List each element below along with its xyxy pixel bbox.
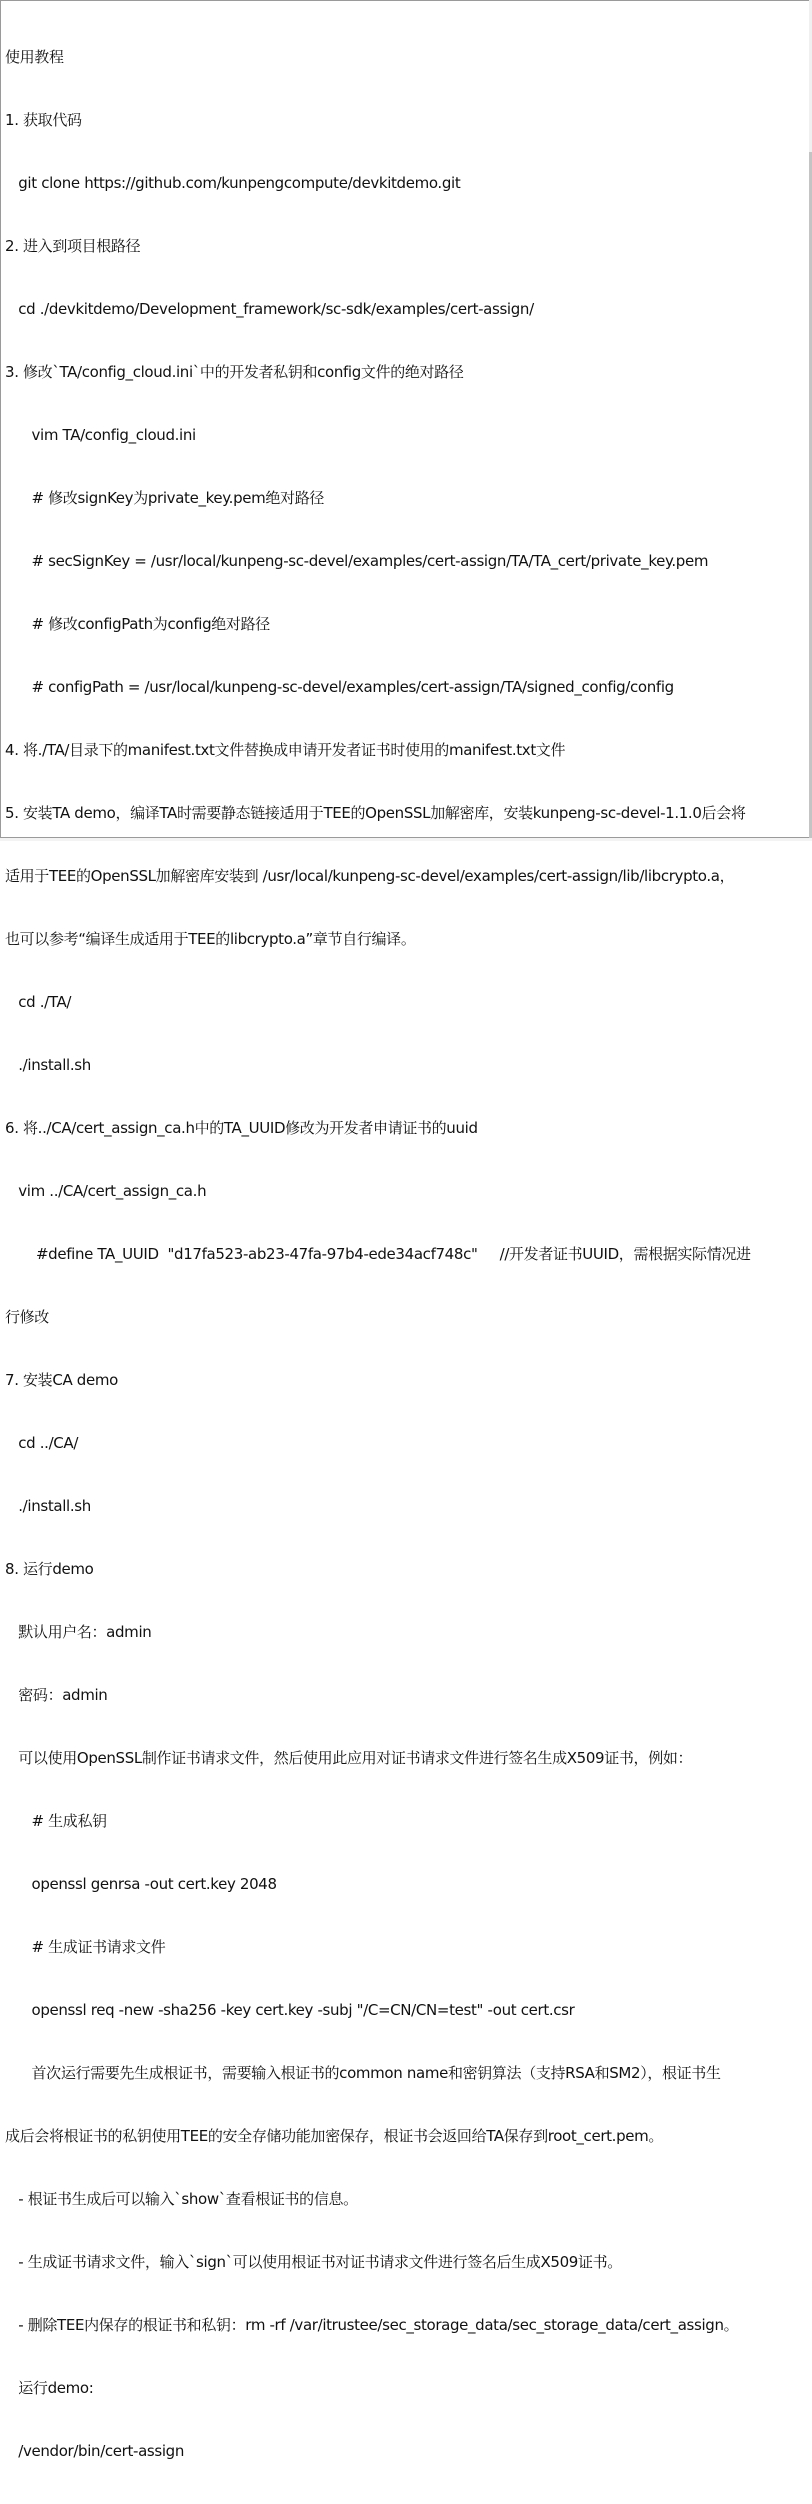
step-2-title: 2. 进入到项目根路径 bbox=[5, 237, 141, 255]
bottom-edge bbox=[0, 838, 812, 841]
bullet-show: - 根证书生成后可以输入`show`查看根证书的信息。 bbox=[5, 2190, 358, 2208]
run-demo-command: /vendor/bin/cert-assign bbox=[5, 2442, 185, 2460]
step-7-command-2: ./install.sh bbox=[5, 1497, 91, 1515]
command-genrsa: openssl genrsa -out cert.key 2048 bbox=[5, 1875, 277, 1893]
step-5-continuation-1: 适用于TEE的OpenSSL加解密库安装到 /usr/local/kunpeng-sc-devel/examples/cert-assign/lib/libcrypto.a， bbox=[5, 867, 735, 885]
step-7-command-1: cd ../CA/ bbox=[5, 1434, 79, 1452]
step-3-comment-2: # secSignKey = /usr/local/kunpeng-sc-devel/examples/cert-assign/TA/TA_cert/private_key.pem bbox=[5, 552, 709, 570]
comment-generate-csr: # 生成证书请求文件 bbox=[5, 1938, 166, 1956]
root-cert-note-continuation: 成后会将根证书的私钥使用TEE的安全存储功能加密保存，根证书会返回给TA保存到root_cert.pem。 bbox=[5, 2127, 664, 2145]
default-password: 密码：admin bbox=[5, 1686, 108, 1704]
step-6-title: 6. 将../CA/cert_assign_ca.h中的TA_UUID修改为开发者申请证书的uuid bbox=[5, 1119, 478, 1137]
step-1-title: 1. 获取代码 bbox=[5, 111, 82, 129]
command-req: openssl req -new -sha256 -key cert.key -subj "/C=CN/CN=test" -out cert.csr bbox=[5, 2001, 575, 2019]
root-cert-note: 首次运行需要先生成根证书，需要输入根证书的common name和密钥算法（支持RSA和SM2），根证书生 bbox=[5, 2064, 721, 2082]
step-4-title: 4. 将./TA/目录下的manifest.txt文件替换成申请开发者证书时使用的manifest.txt文件 bbox=[5, 741, 566, 759]
step-6-command: vim ../CA/cert_assign_ca.h bbox=[5, 1182, 207, 1200]
bullet-sign: - 生成证书请求文件，输入`sign`可以使用根证书对证书请求文件进行签名后生成X509证书。 bbox=[5, 2253, 622, 2271]
step-2-command: cd ./devkitdemo/Development_framework/sc-sdk/examples/cert-assign/ bbox=[5, 300, 534, 318]
step-8-title: 8. 运行demo bbox=[5, 1560, 94, 1578]
step-3-title: 3. 修改`TA/config_cloud.ini`中的开发者私钥和config文件的绝对路径 bbox=[5, 363, 464, 381]
step-3-comment-4: # configPath = /usr/local/kunpeng-sc-devel/examples/cert-assign/TA/signed_config/config bbox=[5, 678, 674, 696]
step-6-define: #define TA_UUID "d17fa523-ab23-47fa-97b4-ede34acf748c" //开发者证书UUID，需根据实际情况进 bbox=[5, 1245, 751, 1263]
default-username: 默认用户名：admin bbox=[5, 1623, 152, 1641]
step-5-command-2: ./install.sh bbox=[5, 1056, 91, 1074]
comment-generate-key: # 生成私钥 bbox=[5, 1812, 107, 1830]
openssl-instructions: 可以使用OpenSSL制作证书请求文件，然后使用此应用对证书请求文件进行签名生成X509证书，例如： bbox=[5, 1749, 693, 1767]
step-3-comment-1: # 修改signKey为private_key.pem绝对路径 bbox=[5, 489, 324, 507]
step-3-comment-3: # 修改configPath为config绝对路径 bbox=[5, 615, 270, 633]
step-6-define-continuation: 行修改 bbox=[5, 1308, 49, 1326]
heading-tutorial: 使用教程 bbox=[5, 48, 64, 66]
run-demo-label: 运行demo: bbox=[5, 2379, 94, 2397]
step-7-title: 7. 安装CA demo bbox=[5, 1371, 118, 1389]
step-5-command-1: cd ./TA/ bbox=[5, 993, 72, 1011]
step-5-continuation-2: 也可以参考“编译生成适用于TEE的libcrypto.a”章节自行编译。 bbox=[5, 930, 416, 948]
bullet-delete: - 删除TEE内保存的根证书和私钥：rm -rf /var/itrustee/sec_storage_data/sec_storage_data/cert_assign。 bbox=[5, 2316, 739, 2334]
step-5-title: 5. 安装TA demo，编译TA时需要静态链接适用于TEE的OpenSSL加解密库，安装kunpeng-sc-devel-1.1.0后会将 bbox=[5, 804, 746, 822]
step-1-command: git clone https://github.com/kunpengcompute/devkitdemo.git bbox=[5, 174, 461, 192]
document-content bbox=[5, 5, 805, 2504]
step-3-command: vim TA/config_cloud.ini bbox=[5, 426, 196, 444]
